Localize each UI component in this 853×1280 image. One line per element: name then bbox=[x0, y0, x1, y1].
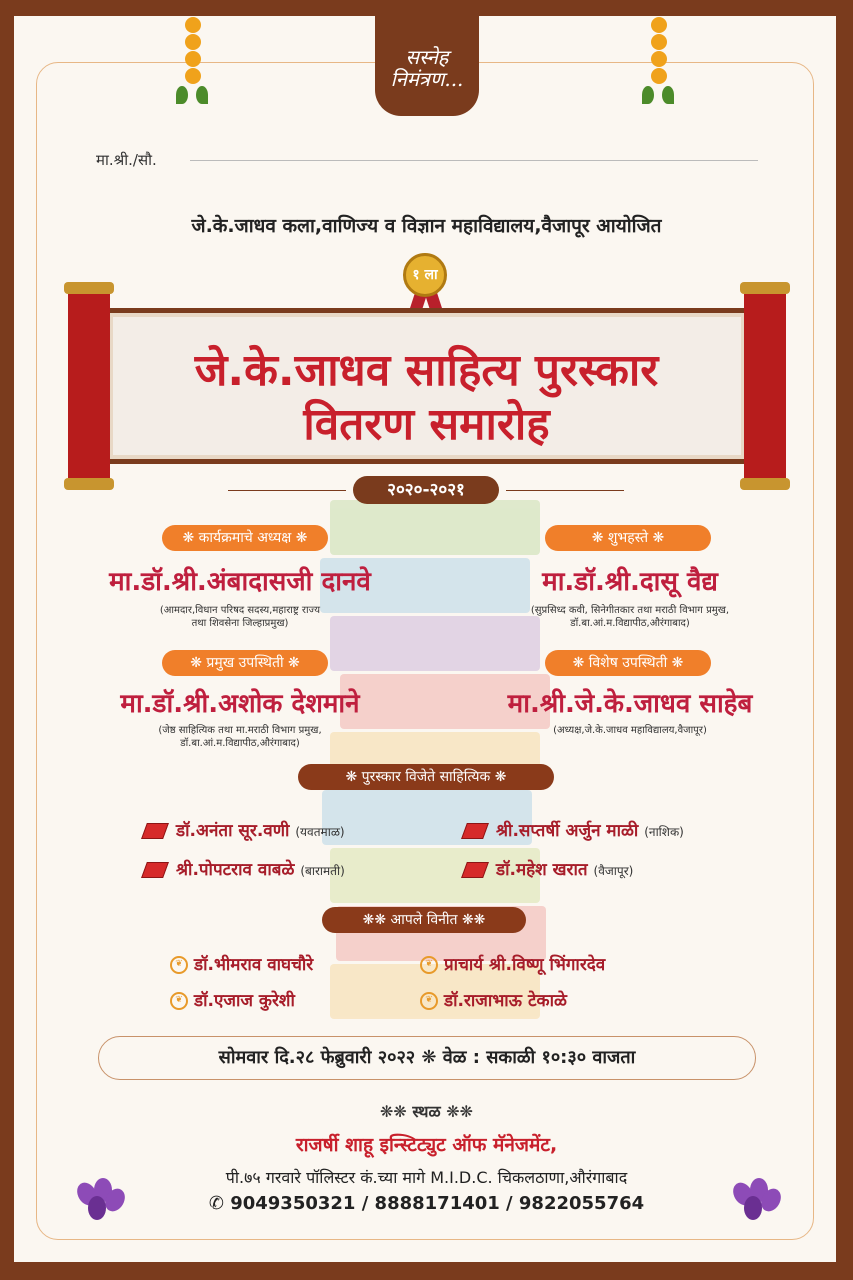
vinit-item bbox=[420, 988, 567, 1011]
president-desc-1: (आमदार,विधान परिषद सदस्य,महाराष्ट्र राज्य bbox=[159, 605, 321, 616]
vinit-name: प्राचार्य श्री.विष्णू भिंगारदेव bbox=[444, 955, 606, 975]
winner-item bbox=[464, 857, 633, 880]
winner-place: (वैजापूर) bbox=[593, 864, 634, 878]
venue-name: राजर्षी शाहू इन्स्टिट्युट ऑफ मॅनेजमेंट, bbox=[295, 1134, 558, 1156]
president-desc bbox=[80, 604, 400, 630]
chief-presence-desc-2: डॉ.बा.आं.म.विद्यापीठ,औरंगाबाद) bbox=[180, 738, 300, 749]
vinit-label: ❋❋ आपले विनीत ❋❋ bbox=[322, 907, 526, 933]
marigold-garland-left bbox=[182, 16, 204, 94]
venue-heading: ❋❋ स्थळ ❋❋ bbox=[379, 1102, 474, 1121]
book-icon bbox=[141, 862, 169, 878]
venue-address: पी.७५ गरवारे पॉलिस्टर कं.च्या मागे M.I.D.C. चिकलठाणा,औरंगाबाद bbox=[225, 1168, 628, 1187]
special-presence-label: ❋ विशेष उपस्थिती ❋ bbox=[545, 650, 711, 676]
year-badge: २०२०-२०२१ bbox=[353, 476, 499, 504]
marigold-garland-right bbox=[648, 16, 670, 94]
divider-left bbox=[228, 490, 346, 491]
leaf-icon: ❦ bbox=[420, 956, 438, 974]
winner-place: (नाशिक) bbox=[644, 825, 684, 839]
book-icon bbox=[461, 862, 489, 878]
special-presence-desc bbox=[460, 724, 800, 737]
event-title-line-2: वितरण समारोह bbox=[303, 399, 550, 450]
leaf-icon bbox=[662, 86, 674, 104]
winner-name: श्री.सप्तर्षी अर्जुन माळी bbox=[496, 821, 639, 841]
phone-numbers: ✆ 9049350321 / 8888171401 / 9822055764 bbox=[208, 1193, 645, 1214]
invitation-tag bbox=[375, 16, 479, 116]
vinit-name: डॉ.भीमराव वाघचौरे bbox=[194, 955, 314, 975]
medal-icon: १ ला bbox=[403, 253, 447, 297]
vinit-item bbox=[170, 952, 313, 975]
chief-hand-desc-1: (सुप्रसिध्द कवी, सिनेगीतकार तथा मराठी विभाग प्रमुख, bbox=[530, 605, 730, 616]
chief-presence-label: ❋ प्रमुख उपस्थिती ❋ bbox=[162, 650, 328, 676]
flower-icon bbox=[70, 1178, 130, 1224]
winner-place: (बारामती) bbox=[300, 864, 345, 878]
winner-item bbox=[464, 818, 684, 841]
chief-hand-name: मा.डॉ.श्री.दासू वैद्य bbox=[542, 567, 718, 597]
chief-hand-desc-2: डॉ.बा.आं.म.विद्यापीठ,औरंगाबाद) bbox=[570, 618, 690, 629]
flower-icon bbox=[726, 1178, 786, 1224]
special-presence-name: मा.श्री.जे.के.जाधव साहेब bbox=[507, 689, 753, 719]
winner-name: डॉ.महेश खरात bbox=[496, 860, 588, 880]
tag-line-2: निमंत्रण... bbox=[390, 67, 464, 91]
divider-right bbox=[506, 490, 624, 491]
vinit-name: डॉ.एजाज कुरेशी bbox=[194, 991, 295, 1011]
president-desc-2: तथा शिवसेना जिल्हाप्रमुख) bbox=[191, 618, 289, 629]
winner-name: डॉ.अनंता सूर.वणी bbox=[176, 821, 290, 841]
special-presence-desc-1: (अध्यक्ष,जे.के.जाधव महाविद्यालय,वैजापूर) bbox=[553, 725, 707, 736]
leaf-icon bbox=[642, 86, 654, 104]
winner-item bbox=[144, 818, 345, 841]
leaf-icon bbox=[176, 86, 188, 104]
date-time: सोमवार दि.२८ फेब्रुवारी २०२२ ❋ वेळ : सकाळी १०:३० वाजता bbox=[98, 1036, 756, 1080]
event-title-line-1: जे.के.जाधव साहित्य पुरस्कार bbox=[194, 345, 659, 396]
leaf-icon: ❦ bbox=[170, 992, 188, 1010]
leaf-icon: ❦ bbox=[170, 956, 188, 974]
chief-presence-desc-1: (जेष्ठ साहित्यिक तथा मा.मराठी विभाग प्रमुख, bbox=[158, 725, 322, 736]
book-icon bbox=[141, 823, 169, 839]
chief-presence-name: मा.डॉ.श्री.अशोक देशमाने bbox=[120, 689, 360, 719]
name-line bbox=[190, 160, 758, 161]
winners-label: ❋ पुरस्कार विजेते साहित्यिक ❋ bbox=[298, 764, 554, 790]
organizer-text: जे.के.जाधव कला,वाणिज्य व विज्ञान महाविद्यालय,वैजापूर आयोजित bbox=[191, 215, 662, 237]
vinit-item bbox=[420, 952, 605, 975]
winner-item bbox=[144, 857, 345, 880]
book-icon bbox=[461, 823, 489, 839]
chief-presence-desc bbox=[80, 724, 400, 750]
president-label: ❋ कार्यक्रमाचे अध्यक्ष ❋ bbox=[162, 525, 328, 551]
chief-hand-desc bbox=[460, 604, 800, 630]
president-name: मा.डॉ.श्री.अंबादासजी दानवे bbox=[109, 567, 371, 597]
winner-place: (यवतमाळ) bbox=[295, 825, 345, 839]
tag-line-1: सस्नेह bbox=[405, 45, 449, 69]
leaf-icon bbox=[196, 86, 208, 104]
chief-hand-label: ❋ शुभहस्ते ❋ bbox=[545, 525, 711, 551]
leaf-icon: ❦ bbox=[420, 992, 438, 1010]
vinit-item bbox=[170, 988, 295, 1011]
vinit-name: डॉ.राजाभाऊ टेकाळे bbox=[444, 991, 567, 1011]
salutation: मा.श्री./सौ. bbox=[96, 151, 157, 169]
winner-name: श्री.पोपटराव वाबळे bbox=[176, 860, 295, 880]
